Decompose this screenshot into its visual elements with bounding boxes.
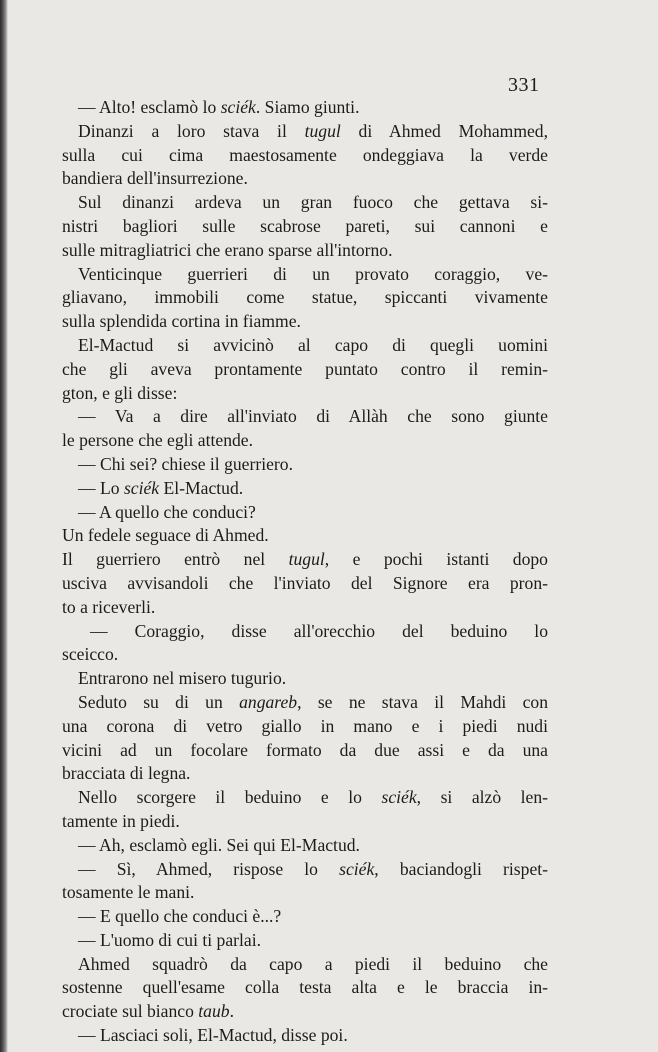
text-line: sostenne quell'esame colla testa alta e le braccia in- [62, 977, 548, 998]
text-line: — Alto! esclamò lo sciék. Siamo giunti. [78, 97, 360, 117]
text-line: Entrarono nel misero tugurio. [78, 668, 287, 689]
text-line: Seduto su di un angareb, se ne stava il Mahdi con [78, 691, 548, 712]
text-line: — E quello che conduci è...? [78, 906, 282, 927]
text-line: sulla splendida cortina in fiamme. [62, 311, 301, 332]
text-line: — Lo sciék El-Mactud. [78, 477, 244, 498]
text-line: — Chi sei? chiese il guerriero. [78, 453, 293, 474]
text-line: Un fedele seguace di Ahmed. [62, 525, 269, 546]
text-line: che gli aveva prontamente puntato contro il remin- [62, 358, 548, 379]
text-line: crociate sul bianco taub. [62, 1001, 234, 1022]
text-line: le persone che egli attende. [62, 430, 253, 451]
text-line: sceicco. [62, 644, 119, 665]
text-line: una corona di vetro giallo in mano e i piedi nudi [62, 715, 548, 736]
text-line: — Ah, esclamò egli. Sei qui El-Mactud. [78, 834, 360, 855]
text-line: vicini ad un focolare formato da due assi e da una [62, 739, 548, 760]
text-line: tamente in piedi. [62, 810, 180, 831]
text-line: — Sì, Ahmed, rispose lo sciék, baciandogli rispet- [78, 858, 549, 879]
body-text [62, 96, 548, 1048]
text-line: sulla cui cima maestosamente ondeggiava la verde [62, 144, 548, 165]
text-line: Ahmed squadrò da capo a piedi il beduino che [78, 953, 548, 974]
text-line: Sul dinanzi ardeva un gran fuoco che gettava si- [78, 192, 548, 213]
text-line: — A quello che conduci? [78, 501, 256, 522]
text-line: bandiera dell'insurrezione. [62, 168, 248, 189]
text-line: Nello scorgere il beduino e lo sciék, si alzò len- [78, 787, 549, 808]
text-line: to a riceverli. [62, 596, 156, 617]
text-line: Il guerriero entrò nel tugul, e pochi istanti dopo [62, 549, 548, 570]
page-number: 331 [508, 74, 540, 96]
text-line: — Lasciaci soli, El-Mactud, disse poi. [78, 1025, 348, 1046]
book-binding-edge [0, 0, 8, 1052]
text-line: tosamente le mani. [62, 882, 195, 903]
text-line: El-Mactud si avvicinò al capo di quegli uomini [78, 334, 548, 355]
text-line: — Coraggio, disse all'orecchio del beduino lo [90, 620, 548, 641]
text-line: gliavano, immobili come statue, spiccanti vivamente [62, 287, 548, 308]
text-line: Venticinque guerrieri di un provato coraggio, ve- [78, 263, 548, 284]
text-line: gton, e gli disse: [62, 382, 178, 403]
text-line: sulle mitragliatrici che erano sparse all'intorno. [62, 239, 393, 260]
text-line: bracciata di legna. [62, 763, 191, 784]
text-line: nistri bagliori sulle scabrose pareti, sui cannoni e [62, 215, 548, 236]
text-line: Dinanzi a loro stava il tugul di Ahmed Mohammed, [78, 120, 549, 141]
text-line: — Va a dire all'inviato di Allàh che sono giunte [78, 406, 548, 427]
text-line: — L'uomo di cui ti parlai. [78, 929, 261, 950]
text-line: usciva avvisandoli che l'inviato del Signore era pron- [62, 572, 548, 593]
